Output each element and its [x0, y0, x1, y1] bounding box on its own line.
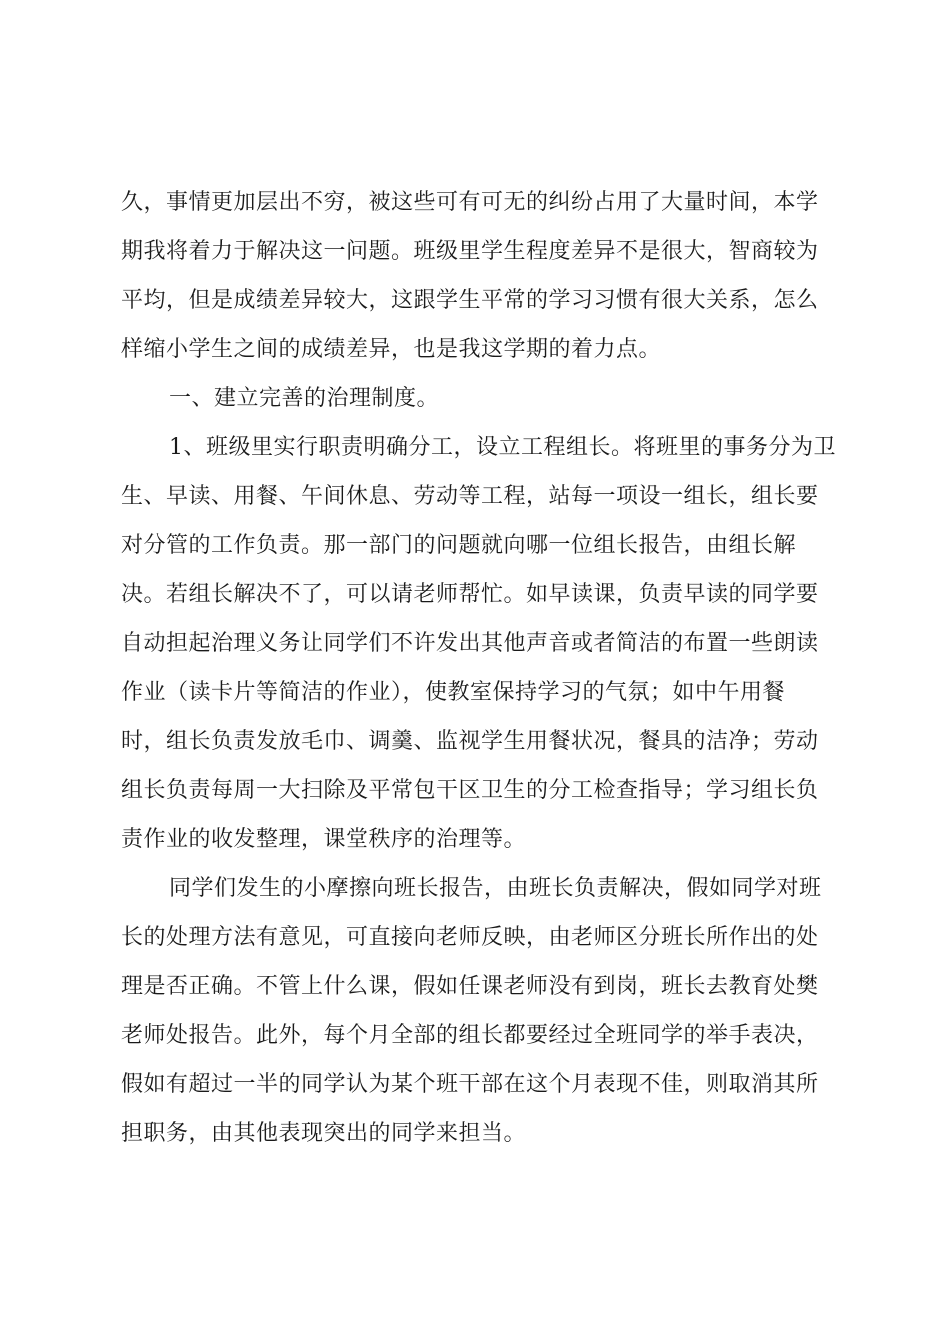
text-line: 假如有超过一半的同学认为某个班干部在这个月表现不佳，则取消其所 — [121, 1072, 819, 1097]
body-text — [121, 178, 836, 1158]
heading-line: 一、建立完善的治理制度。 — [169, 386, 440, 411]
text-line: 对分管的工作负责。那一部门的问题就向哪一位组长报告，由组长解 — [121, 533, 797, 558]
text-line: 平均，但是成绩差异较大，这跟学生平常的学习习惯有很大关系，怎么 — [121, 288, 819, 313]
text-line: 1、班级里实行职责明确分工，设立工程组长。将班里的事务分为卫 — [169, 435, 836, 460]
text-line: 决。若组长解决不了，可以请老师帮忙。如早读课，负责早读的同学要 — [121, 582, 819, 607]
section-heading — [121, 374, 833, 423]
paragraph-intro — [121, 178, 833, 374]
text-line: 担职务，由其他表现突出的同学来担当。 — [121, 1121, 527, 1146]
text-line: 样缩小学生之间的成绩差异，也是我这学期的着力点。 — [121, 337, 662, 362]
text-line: 生、早读、用餐、午间休息、劳动等工程，站每一项设一组长，组长要 — [121, 484, 819, 509]
text-line: 时，组长负责发放毛巾、调羹、监视学生用餐状况，餐具的洁净；劳动 — [121, 729, 819, 754]
text-line: 期我将着力于解决这一问题。班级里学生程度差异不是很大，智商较为 — [121, 239, 819, 264]
text-line: 责作业的收发整理，课堂秩序的治理等。 — [121, 827, 527, 852]
text-line: 自动担起治理义务让同学们不许发出其他声音或者简洁的布置一些朗读 — [121, 631, 819, 656]
text-line: 作业（读卡片等简洁的作业），使教室保持学习的气氛；如中午用餐 — [121, 680, 786, 705]
text-line: 老师处报告。此外，每个月全部的组长都要经过全班同学的举手表决， — [121, 1023, 819, 1048]
paragraph-class-monitor — [121, 864, 833, 1158]
text-line: 理是否正确。不管上什么课，假如任课老师没有到岗，班长去教育处樊 — [121, 974, 819, 999]
paragraph-division-of-duties — [121, 423, 836, 864]
text-line: 组长负责每周一大扫除及平常包干区卫生的分工检查指导；学习组长负 — [121, 778, 819, 803]
text-line: 久，事情更加层出不穷，被这些可有可无的纠纷占用了大量时间，本学 — [121, 190, 819, 215]
text-line: 同学们发生的小摩擦向班长报告，由班长负责解决，假如同学对班 — [169, 876, 822, 901]
text-line: 长的处理方法有意见，可直接向老师反映，由老师区分班长所作出的处 — [121, 925, 819, 950]
